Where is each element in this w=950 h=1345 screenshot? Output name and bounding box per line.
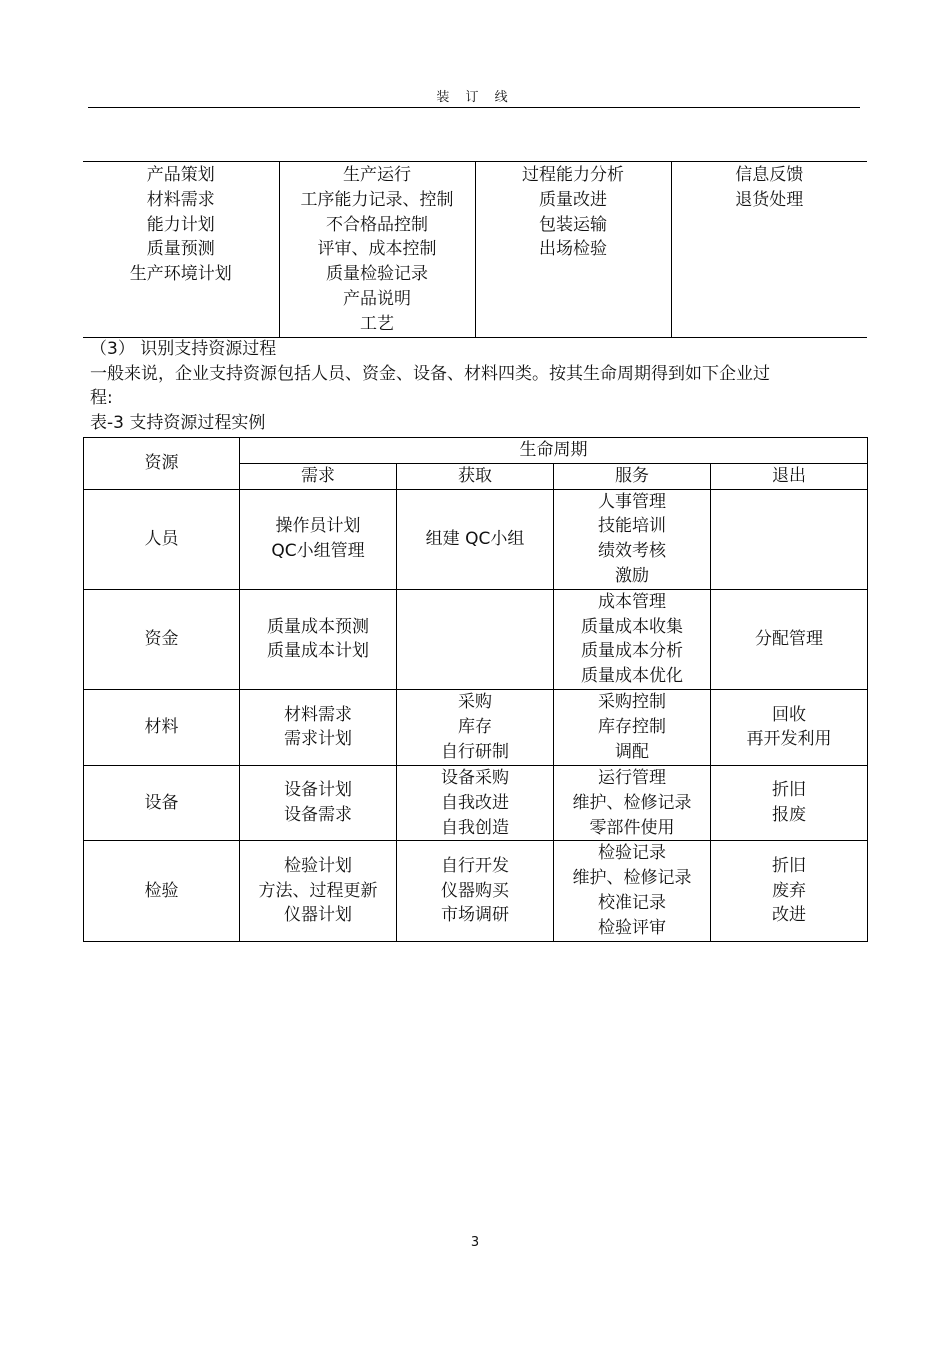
need-cell <box>240 841 397 941</box>
table1-column-1 <box>83 162 279 338</box>
table1-item: 质量改进 <box>539 189 607 210</box>
service-cell <box>554 689 711 765</box>
exit-cell <box>711 589 868 689</box>
table1-item: 材料需求 <box>146 189 215 210</box>
table1-item: 出场检验 <box>539 239 607 260</box>
cell-line: 自我创造 <box>441 817 509 838</box>
cell-line: 运行管理 <box>598 767 666 788</box>
service-cell <box>554 589 711 689</box>
cell-line: QC小组管理 <box>271 541 365 562</box>
table-row <box>84 689 868 765</box>
cell-line: 检验评审 <box>598 917 666 938</box>
cell-line: 质量成本计划 <box>267 641 369 662</box>
header-resource: 资源 <box>84 438 240 490</box>
cell-line: 再开发利用 <box>746 729 832 750</box>
service-cell <box>554 841 711 941</box>
cell-line: 采购控制 <box>598 692 666 713</box>
exit-cell <box>711 689 868 765</box>
table1-column-4 <box>671 162 867 338</box>
resource-cell: 资金 <box>84 589 240 689</box>
cell-line: 组建 QC小组 <box>425 528 525 549</box>
subheader-acquire: 获取 <box>397 463 554 489</box>
header-divider <box>88 107 860 108</box>
body-paragraph-line: 一般来说，企业支持资源包括人员、资金、设备、材料四类。按其生命周期得到如下企业过 <box>90 364 770 384</box>
need-cell <box>240 589 397 689</box>
section-heading: （3） 识别支持资源过程 <box>90 339 277 359</box>
exit-cell <box>711 765 868 840</box>
cell-line: 库存 <box>458 717 492 738</box>
process-table-continued <box>83 161 867 338</box>
cell-line: 检验计划 <box>284 855 352 876</box>
table1-column-2 <box>279 162 475 338</box>
cell-line: 调配 <box>615 741 649 762</box>
table1-item: 评审、成本控制 <box>317 239 437 260</box>
cell-line: 激励 <box>615 565 649 586</box>
table1-item: 工艺 <box>360 313 394 334</box>
cell-line: 技能培训 <box>598 516 666 537</box>
cell-line: 零部件使用 <box>589 817 675 838</box>
table1-item: 过程能力分析 <box>522 165 624 185</box>
acquire-cell <box>397 765 554 840</box>
cell-line: 库存控制 <box>598 717 666 738</box>
cell-line: 仪器计划 <box>284 905 352 926</box>
cell-line: 折旧 <box>772 855 806 876</box>
header-lifecycle: 生命周期 <box>240 438 868 464</box>
cell-line: 人事管理 <box>598 491 666 512</box>
cell-line: 校准记录 <box>598 892 666 913</box>
body-paragraph-line: 程: <box>90 388 113 408</box>
table1-item: 不合格品控制 <box>326 214 428 235</box>
cell-line: 设备采购 <box>441 767 509 788</box>
binding-line-label: 装 订 线 <box>436 90 514 105</box>
service-cell <box>554 765 711 840</box>
cell-line: 自行开发 <box>441 855 509 876</box>
table1-item: 能力计划 <box>146 214 215 235</box>
table1-item: 信息反馈 <box>735 165 804 185</box>
acquire-cell <box>397 689 554 765</box>
acquire-cell <box>397 589 554 689</box>
need-cell <box>240 765 397 840</box>
need-cell <box>240 489 397 589</box>
cell-line: 方法、过程更新 <box>258 880 378 901</box>
acquire-cell <box>397 489 554 589</box>
cell-line: 采购 <box>458 692 492 713</box>
cell-line: 质量成本预测 <box>267 616 369 637</box>
cell-line: 质量成本收集 <box>581 616 683 637</box>
table-row <box>84 489 868 589</box>
service-cell <box>554 489 711 589</box>
acquire-cell <box>397 841 554 941</box>
cell-line: 维护、检修记录 <box>572 792 692 813</box>
cell-line: 自行研制 <box>441 741 509 762</box>
cell-line: 设备计划 <box>284 780 352 801</box>
table-row <box>84 765 868 840</box>
cell-line: 折旧 <box>772 780 806 801</box>
table1-item: 质量预测 <box>146 239 215 260</box>
table1-item: 包装运输 <box>539 214 607 235</box>
cell-line: 回收 <box>772 704 806 725</box>
table1-item: 工序能力记录、控制 <box>300 189 454 210</box>
cell-line: 自我改进 <box>441 792 509 813</box>
table1-item: 产品策划 <box>146 165 215 185</box>
cell-line: 操作员计划 <box>275 516 361 537</box>
table1-column-3 <box>475 162 671 338</box>
table-caption: 表-3 支持资源过程实例 <box>90 413 266 433</box>
cell-line: 市场调研 <box>441 905 509 926</box>
subheader-exit: 退出 <box>711 463 868 489</box>
cell-line: 设备需求 <box>284 805 352 826</box>
exit-cell <box>711 841 868 941</box>
cell-line: 需求计划 <box>284 729 352 750</box>
need-cell <box>240 689 397 765</box>
cell-line: 仪器购买 <box>441 880 509 901</box>
cell-line: 维护、检修记录 <box>572 868 692 889</box>
resource-cell: 人员 <box>84 489 240 589</box>
cell-line: 报废 <box>772 805 806 826</box>
table-row <box>84 589 868 689</box>
resource-cell: 检验 <box>84 841 240 941</box>
resource-cell: 设备 <box>84 765 240 840</box>
cell-line: 成本管理 <box>598 591 666 612</box>
cell-line: 分配管理 <box>755 628 823 649</box>
cell-line: 质量成本分析 <box>581 641 683 662</box>
cell-line: 绩效考核 <box>598 541 666 562</box>
table1-item: 生产运行 <box>343 165 411 185</box>
table-row <box>84 841 868 941</box>
support-resource-table <box>83 437 868 942</box>
resource-cell: 材料 <box>84 689 240 765</box>
table1-item: 生产环境计划 <box>129 264 232 285</box>
table1-item: 质量检验记录 <box>326 264 428 285</box>
subheader-need: 需求 <box>240 463 397 489</box>
page-number: 3 <box>470 1235 480 1250</box>
subheader-service: 服务 <box>554 463 711 489</box>
cell-line: 改进 <box>772 905 806 926</box>
table1-item: 退货处理 <box>735 189 804 210</box>
cell-line: 废弃 <box>772 880 806 901</box>
exit-cell <box>711 489 868 589</box>
table1-item: 产品说明 <box>343 288 411 309</box>
cell-line: 检验记录 <box>598 843 666 864</box>
cell-line: 质量成本优化 <box>581 666 683 687</box>
cell-line: 材料需求 <box>284 704 352 725</box>
